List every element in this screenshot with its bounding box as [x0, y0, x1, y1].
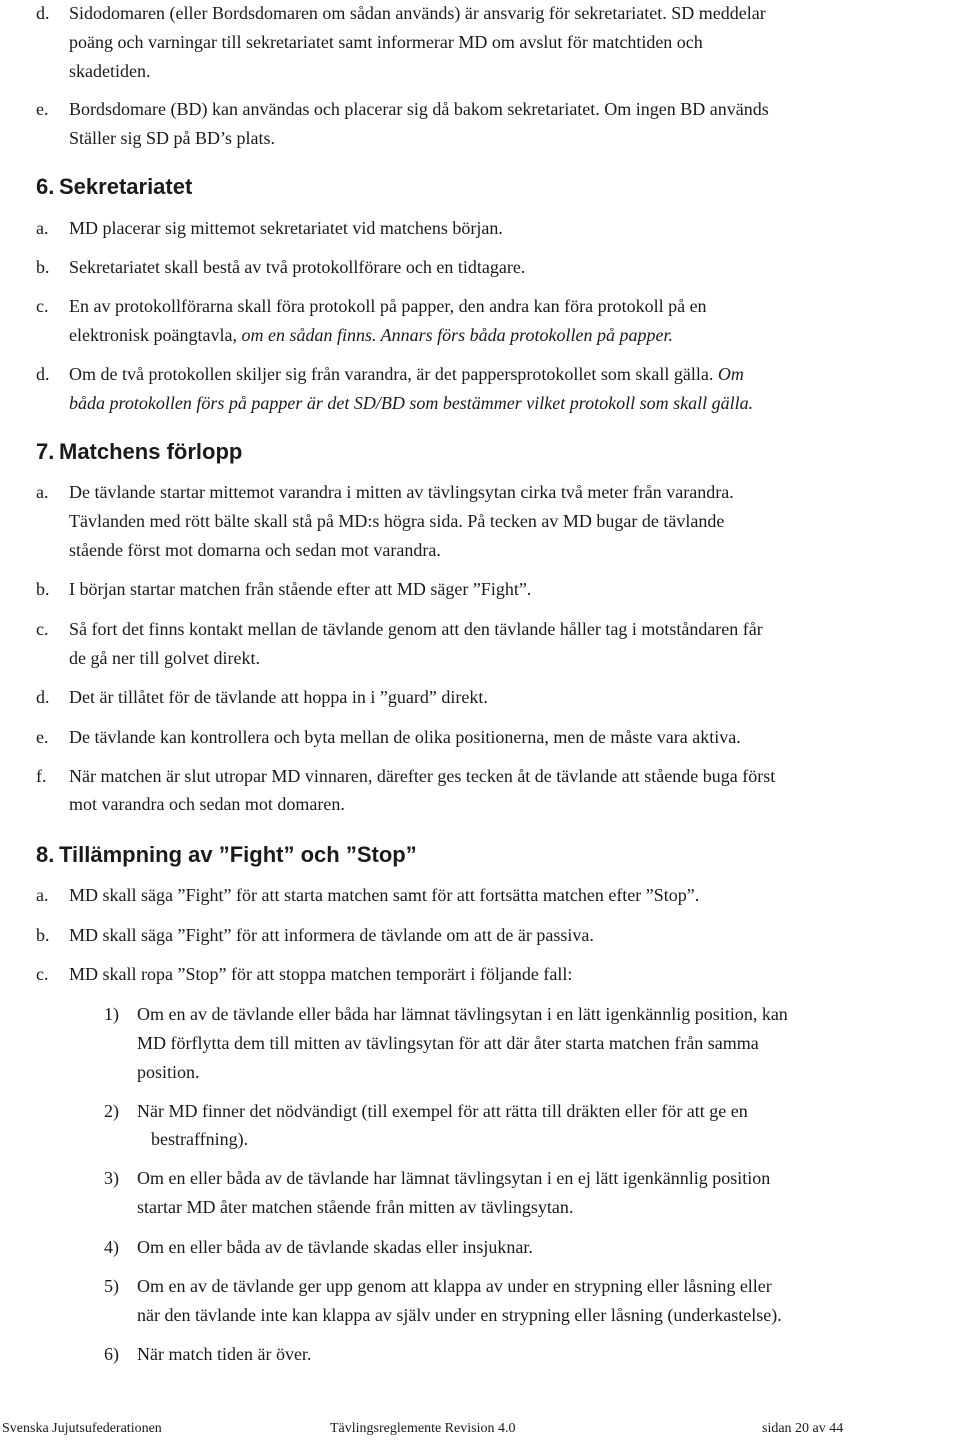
- list-marker: 6): [104, 1344, 119, 1364]
- item-marker: a.: [36, 885, 49, 905]
- footer-page-number: sidan 20 av 44: [762, 1421, 844, 1436]
- list-text: position.: [137, 1062, 200, 1082]
- item-text: elektronisk poängtavla,: [69, 325, 242, 345]
- list-marker: 1): [104, 1004, 119, 1024]
- item-text: Sekretariatet skall bestå av två protokollförare och en tidtagare.: [69, 257, 526, 277]
- item-text: MD placerar sig mittemot sekretariatet vid matchens början.: [69, 218, 503, 238]
- list-text: bestraffning).: [151, 1129, 249, 1149]
- item-text: När matchen är slut utropar MD vinnaren, därefter ges tecken åt de tävlande att stående buga först: [69, 766, 776, 786]
- item-text: skadetiden.: [69, 61, 151, 81]
- list-text: Om en eller båda av de tävlande skadas eller insjuknar.: [137, 1237, 533, 1257]
- section-number: 8.: [36, 842, 55, 867]
- italic-text: om en sådan finns. Annars förs båda protokollen på papper.: [241, 325, 673, 345]
- list-marker: 4): [104, 1237, 119, 1257]
- item-marker: e.: [36, 99, 49, 119]
- item-text-line: [69, 363, 744, 385]
- item-text: Ställer sig SD på BD’s plats.: [69, 128, 275, 148]
- list-marker: 5): [104, 1276, 119, 1296]
- item-marker: d.: [36, 3, 50, 23]
- italic-text: Om: [717, 364, 744, 384]
- item-marker: d.: [36, 687, 50, 707]
- list-text: När match tiden är över.: [137, 1344, 312, 1364]
- item-text: stående först mot domarna och sedan mot varandra.: [69, 540, 441, 560]
- item-text: MD skall säga ”Fight” för att starta matchen samt för att fortsätta matchen efter ”Stop”.: [69, 885, 700, 905]
- item-marker: e.: [36, 727, 49, 747]
- section-number: 7.: [36, 439, 55, 464]
- item-text: Om de två protokollen skiljer sig från varandra, är det pappersprotokollet som skall gälla.: [69, 364, 718, 384]
- item-marker: c.: [36, 296, 49, 316]
- item-text: poäng och varningar till sekretariatet samt informerar MD om avslut för matchtiden och: [69, 32, 703, 52]
- list-text: startar MD åter matchen stående från mitten av tävlingsytan.: [137, 1197, 574, 1217]
- item-marker: a.: [36, 482, 49, 502]
- section-title: Sekretariatet: [59, 174, 193, 199]
- item-marker: c.: [36, 964, 49, 984]
- item-text: I början startar matchen från stående efter att MD säger ”Fight”.: [69, 579, 532, 599]
- item-text: De tävlande kan kontrollera och byta mellan de olika positionerna, men de måste vara aktiva.: [69, 727, 741, 747]
- item-marker: b.: [36, 925, 50, 945]
- item-marker: b.: [36, 257, 50, 277]
- item-marker: d.: [36, 364, 50, 384]
- list-text: MD förflytta dem till mitten av tävlingsytan för att där åter starta matchen från samma: [137, 1033, 759, 1053]
- item-text: MD skall säga ”Fight” för att informera de tävlande om att de är passiva.: [69, 925, 594, 945]
- list-marker: 3): [104, 1168, 119, 1188]
- list-marker: 2): [104, 1101, 119, 1121]
- list-text: när den tävlande inte kan klappa av själv under en strypning eller låsning (underkastelse).: [137, 1305, 782, 1325]
- footer-document: Tävlingsreglemente Revision 4.0: [330, 1421, 516, 1436]
- item-text: Sidodomaren (eller Bordsdomaren om sådan används) är ansvarig för sekretariatet. SD meddelar: [69, 3, 766, 23]
- item-text: de gå ner till golvet direkt.: [69, 648, 260, 668]
- list-text: När MD finner det nödvändigt (till exempel för att rätta till dräkten eller för att ge en: [137, 1101, 748, 1121]
- footer-organization: Svenska Jujutsufederationen: [2, 1421, 162, 1436]
- section-number: 6.: [36, 174, 55, 199]
- list-text: Om en eller båda av de tävlande har lämnat tävlingsytan i en ej lätt igenkännlig position: [137, 1168, 771, 1188]
- item-marker: f.: [36, 766, 47, 786]
- list-text: Om en av de tävlande ger upp genom att klappa av under en strypning eller låsning eller: [137, 1276, 772, 1296]
- item-marker: c.: [36, 619, 49, 639]
- item-text: Så fort det finns kontakt mellan de tävlande genom att den tävlande håller tag i motståndaren får: [69, 619, 763, 639]
- italic-text: båda protokollen förs på papper är det SD/BD som bestämmer vilket protokoll som skall gälla.: [69, 393, 754, 413]
- item-text: De tävlande startar mittemot varandra i mitten av tävlingsytan cirka två meter från varandra.: [69, 482, 734, 502]
- item-text: Det är tillåtet för de tävlande att hoppa in i ”guard” direkt.: [69, 687, 488, 707]
- section-title: Matchens förlopp: [59, 439, 243, 464]
- item-marker: b.: [36, 579, 50, 599]
- item-text: MD skall ropa ”Stop” för att stoppa matchen temporärt i följande fall:: [69, 964, 573, 984]
- item-marker: a.: [36, 218, 49, 238]
- item-text: Bordsdomare (BD) kan användas och placerar sig då bakom sekretariatet. Om ingen BD används: [69, 99, 769, 119]
- list-text: Om en av de tävlande eller båda har lämnat tävlingsytan i en lätt igenkännlig position, kan: [137, 1004, 788, 1024]
- item-text: Tävlanden med rött bälte skall stå på MD:s högra sida. På tecken av MD bugar de tävlande: [69, 511, 725, 531]
- item-text: En av protokollförarna skall föra protokoll på papper, den andra kan föra protokoll på en: [69, 296, 707, 316]
- item-text: mot varandra och sedan mot domaren.: [69, 794, 345, 814]
- section-title: Tillämpning av ”Fight” och ”Stop”: [59, 842, 417, 867]
- item-text-line: [69, 324, 673, 346]
